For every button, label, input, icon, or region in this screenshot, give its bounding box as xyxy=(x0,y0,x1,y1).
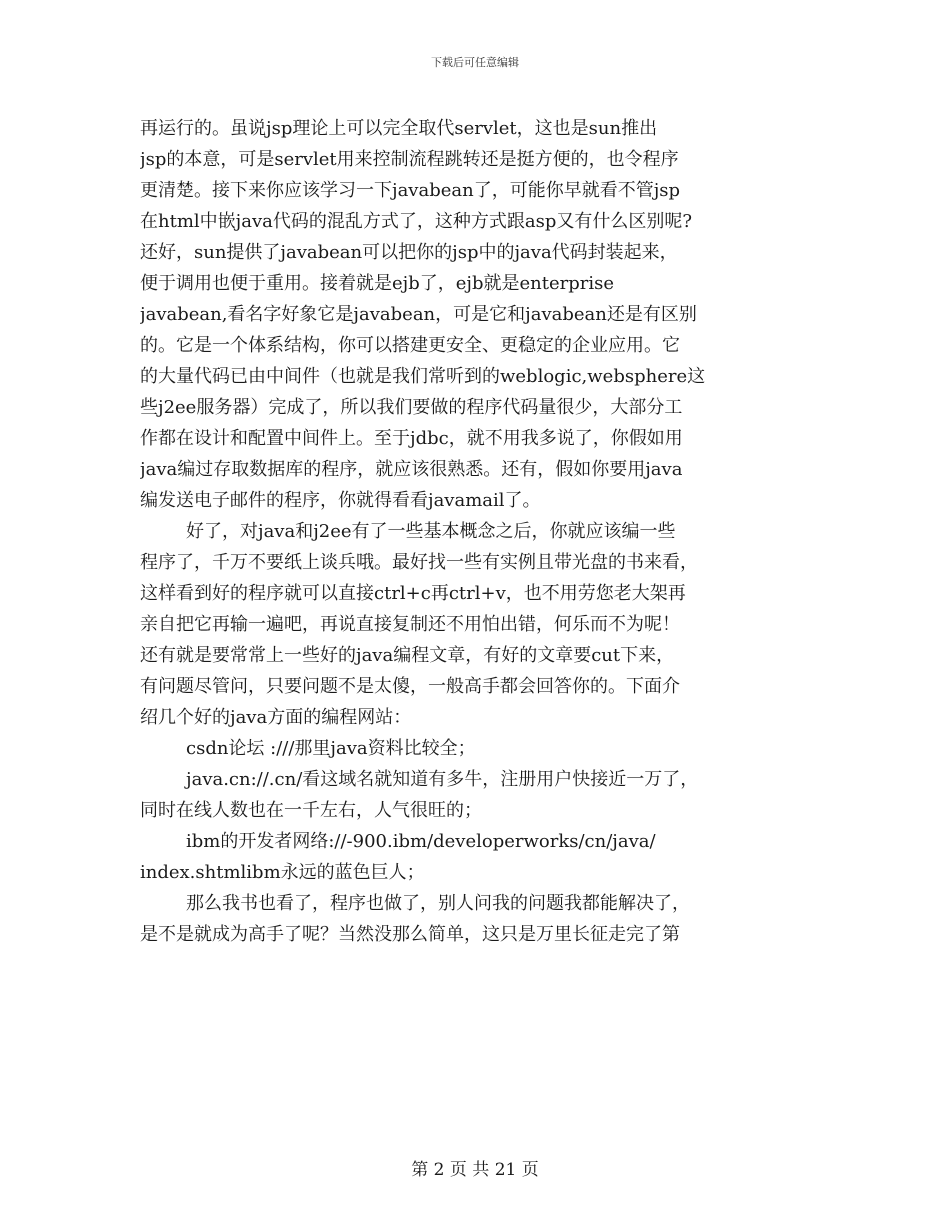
page-header: 下载后可任意编辑 xyxy=(431,56,519,69)
text-line: 同时在线人数也在一千左右，人气很旺的； xyxy=(140,800,482,821)
text-line: 绍几个好的java方面的编程网站： xyxy=(140,707,412,728)
text-line: 作都在设计和配置中间件上。至于jdbc，就不用我多说了，你假如用 xyxy=(140,428,683,449)
text-line: 有问题尽管问，只要问题不是太傻，一般高手都会回答你的。下面介 xyxy=(140,676,680,697)
text-line: 在html中嵌java代码的混乱方式了，这种方式跟asp又有什么区别呢? xyxy=(140,211,693,232)
text-line: 那么我书也看了，程序也做了，别人问我的问题我都能解决了， xyxy=(186,893,690,914)
text-line: 再运行的。虽说jsp理论上可以完全取代servlet，这也是sun推出 xyxy=(140,118,658,139)
text-line: java编过存取数据库的程序，就应该很熟悉。还有，假如你要用java xyxy=(140,459,683,480)
text-line: java.cn://.cn/看这域名就知道有多牛，注册用户快接近一万了， xyxy=(186,769,699,790)
document-body xyxy=(140,113,810,950)
text-line: 还好，sun提供了javabean可以把你的jsp中的java代码封装起来， xyxy=(140,242,678,263)
text-line: jsp的本意，可是servlet用来控制流程跳转还是挺方便的，也令程序 xyxy=(140,149,679,170)
text-line: 亲自把它再输一遍吧，再说直接复制还不用怕出错，何乐而不为呢！ xyxy=(140,614,680,635)
text-line: 程序了，千万不要纸上谈兵哦。最好找一些有实例且带光盘的书来看， xyxy=(140,552,698,573)
text-line: 这样看到好的程序就可以直接ctrl+c再ctrl+v，也不用劳您老大架再 xyxy=(140,583,686,604)
text-line: 些j2ee服务器）完成了，所以我们要做的程序代码量很少，大部分工 xyxy=(140,397,683,418)
text-line: index.shtmlibm永远的蓝色巨人； xyxy=(140,862,425,883)
text-line: javabean,看名字好象它是javabean，可是它和javabean还是有区别 xyxy=(140,304,697,325)
text-line: 更清楚。接下来你应该学习一下javabean了，可能你早就看不管jsp xyxy=(140,180,681,201)
page-footer: 第 2 页 共 21 页 xyxy=(411,1160,539,1180)
text-line: 的大量代码已由中间件（也就是我们常听到的weblogic,websphere这 xyxy=(140,366,706,387)
text-line: 好了，对java和j2ee有了一些基本概念之后，你就应该编一些 xyxy=(186,521,676,542)
text-line: ibm的开发者网络://-900.ibm/developerworks/cn/java/ xyxy=(186,831,656,852)
text-line: 的。它是一个体系结构，你可以搭建更安全、更稳定的企业应用。它 xyxy=(140,335,680,356)
text-line: csdn论坛 :///那里java资料比较全； xyxy=(186,738,476,759)
text-line: 编发送电子邮件的程序，你就得看看javamail了。 xyxy=(140,490,541,511)
text-line: 是不是就成为高手了呢？当然没那么简单，这只是万里长征走完了第 xyxy=(140,924,680,945)
text-line: 还有就是要常常上一些好的java编程文章，有好的文章要cut下来， xyxy=(140,645,675,666)
text-line: 便于调用也便于重用。接着就是ejb了，ejb就是enterprise xyxy=(140,273,615,294)
